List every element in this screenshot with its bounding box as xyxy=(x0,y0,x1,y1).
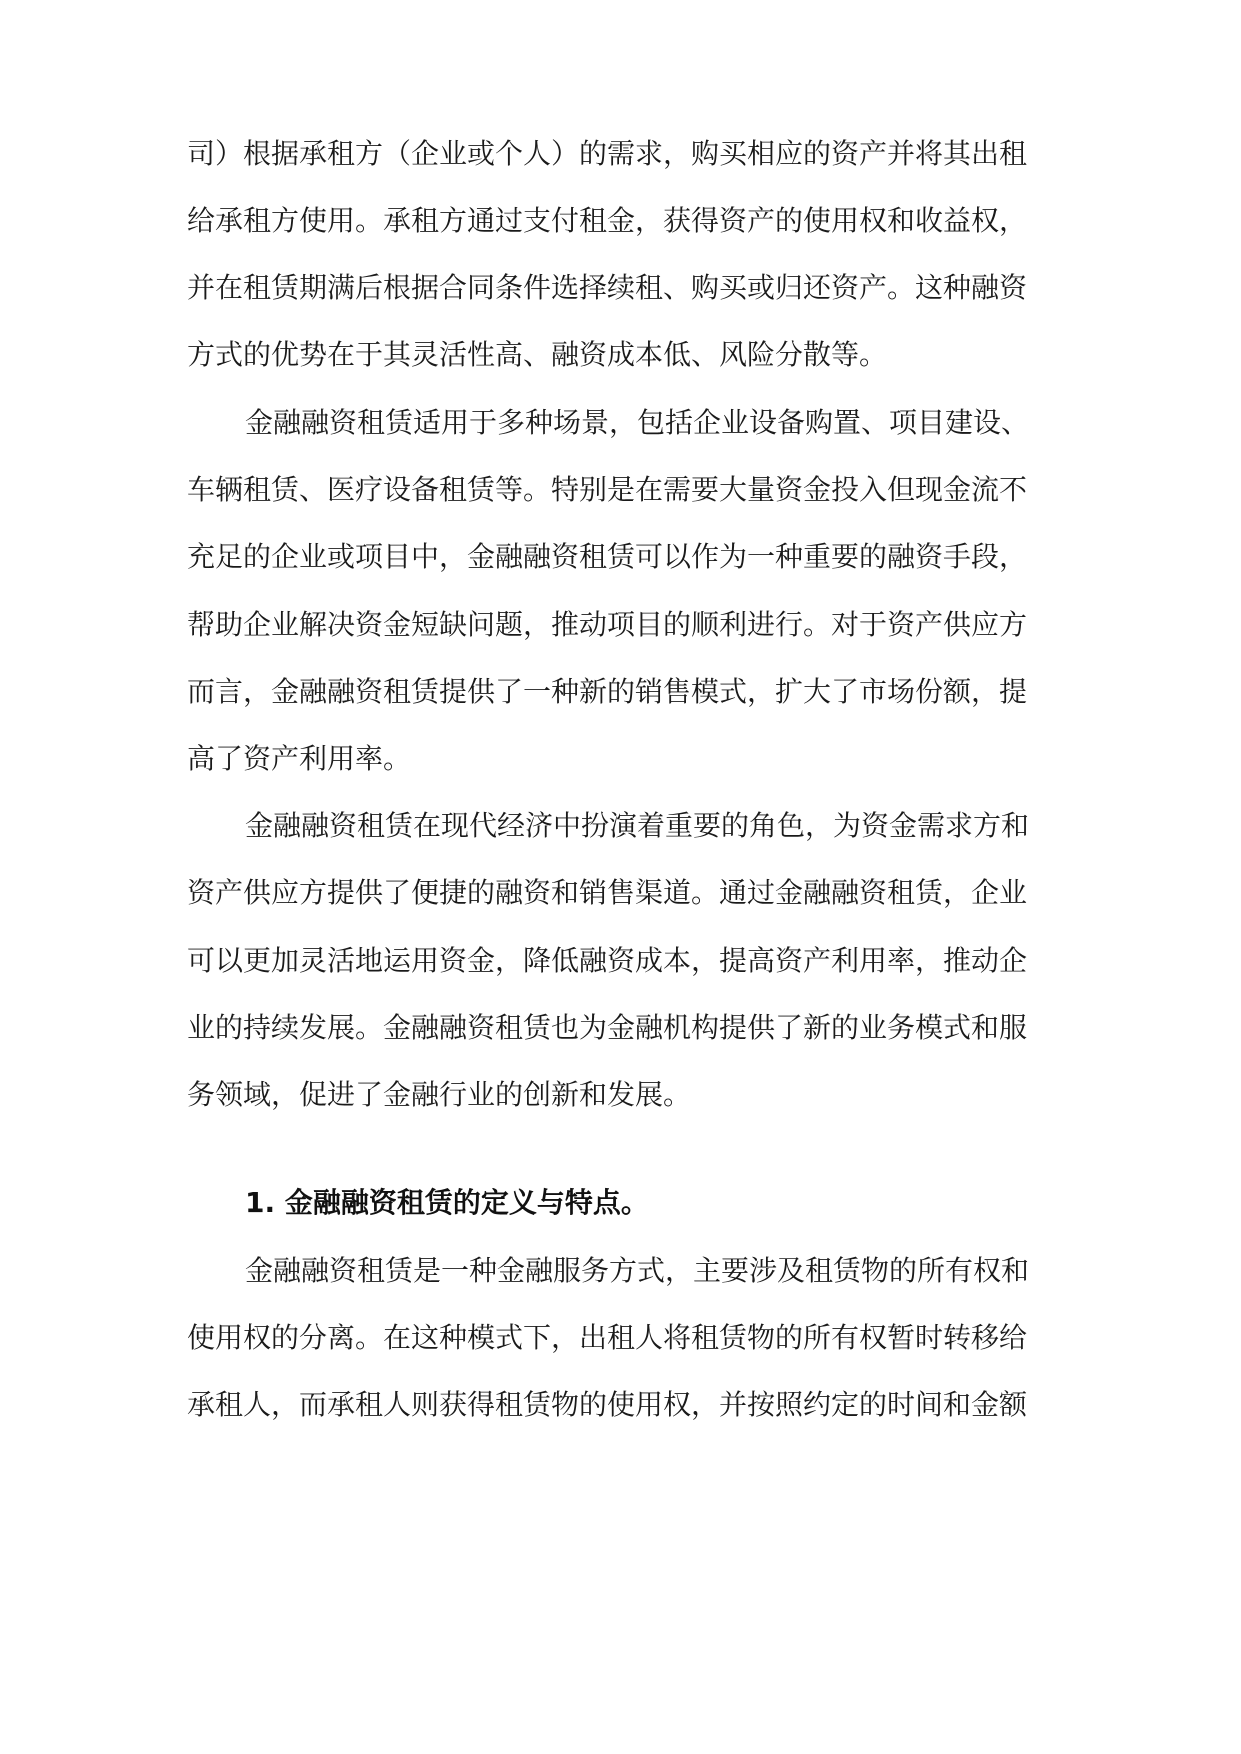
paragraph-2-line-3: 充足的企业或项目中，金融融资租赁可以作为一种重要的融资手段， xyxy=(187,540,1028,573)
paragraph-3-line-2: 资产供应方提供了便捷的融资和销售渠道。通过金融融资租赁，企业 xyxy=(187,876,1028,909)
paragraph-3-line-1: 金融融资租赁在现代经济中扮演着重要的角色，为资金需求方和 xyxy=(245,809,1030,842)
paragraph-3-line-3: 可以更加灵活地运用资金，降低融资成本，提高资产利用率，推动企 xyxy=(187,944,1028,977)
paragraph-3-line-5: 务领域，促进了金融行业的创新和发展。 xyxy=(187,1078,692,1111)
paragraph-2-line-4: 帮助企业解决资金短缺问题，推动项目的顺利进行。对于资产供应方 xyxy=(187,608,1028,641)
paragraph-2-line-2: 车辆租赁、医疗设备租赁等。特别是在需要大量资金投入但现金流不 xyxy=(187,473,1028,506)
section-paragraph-line-3: 承租人，而承租人则获得租赁物的使用权，并按照约定的时间和金额 xyxy=(187,1388,1028,1421)
section-heading: 1. 金融融资租赁的定义与特点。 xyxy=(245,1186,649,1219)
section-paragraph-line-1: 金融融资租赁是一种金融服务方式，主要涉及租赁物的所有权和 xyxy=(245,1254,1030,1287)
paragraph-1-line-1: 司）根据承租方（企业或个人）的需求，购买相应的资产并将其出租 xyxy=(187,137,1028,170)
section-paragraph-line-2: 使用权的分离。在这种模式下，出租人将租赁物的所有权暂时转移给 xyxy=(187,1321,1028,1354)
paragraph-1-line-2: 给承租方使用。承租方通过支付租金，获得资产的使用权和收益权， xyxy=(187,204,1028,237)
paragraph-1-line-3: 并在租赁期满后根据合同条件选择续租、购买或归还资产。这种融资 xyxy=(187,271,1028,304)
paragraph-2-line-6: 高了资产利用率。 xyxy=(187,742,412,775)
paragraph-2-line-5: 而言，金融融资租赁提供了一种新的销售模式，扩大了市场份额，提 xyxy=(187,675,1028,708)
paragraph-1-line-4: 方式的优势在于其灵活性高、融资成本低、风险分散等。 xyxy=(187,338,888,371)
paragraph-2-line-1: 金融融资租赁适用于多种场景，包括企业设备购置、项目建设、 xyxy=(245,406,1030,439)
paragraph-3-line-4: 业的持续发展。金融融资租赁也为金融机构提供了新的业务模式和服 xyxy=(187,1011,1028,1044)
